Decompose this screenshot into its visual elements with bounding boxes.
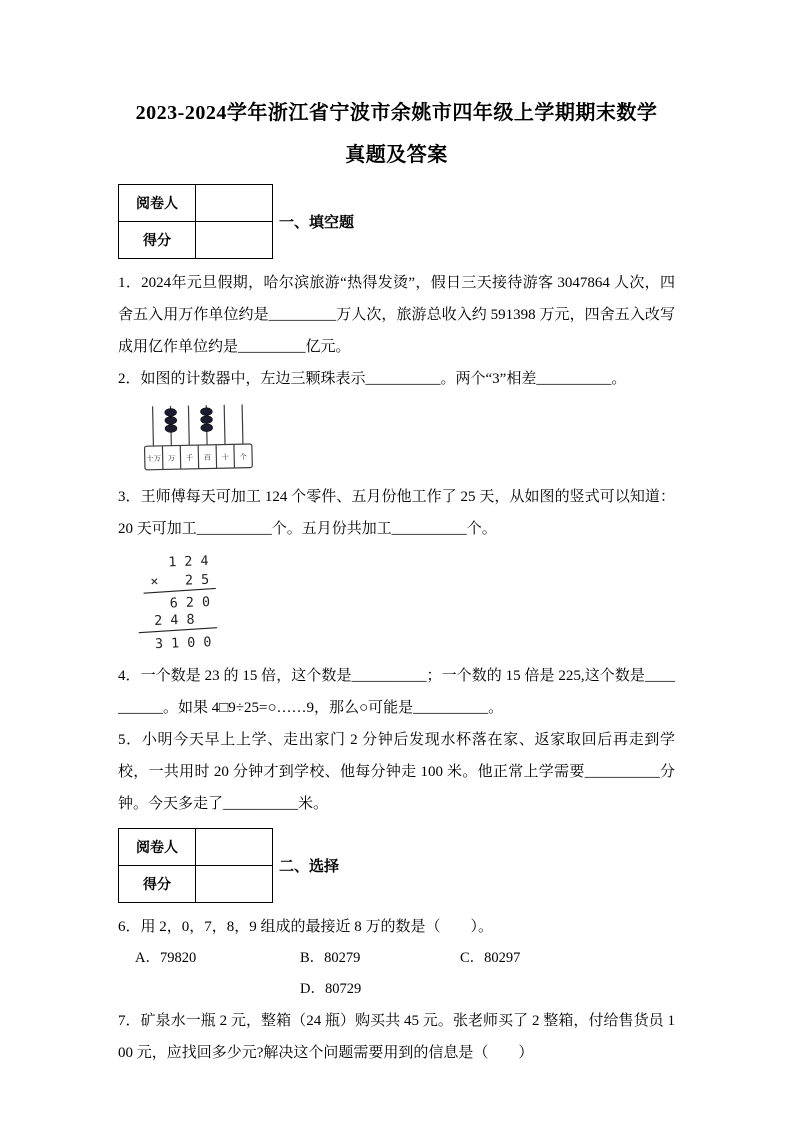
question-7: 7．矿泉水一瓶 2 元，整箱（24 瓶）购买共 45 元。张老师买了 2 整箱，付给售货员 100 元，应找回多少元?解决这个问题需要用到的信息是（ ） bbox=[118, 1013, 675, 1061]
option-b: B．80279 bbox=[300, 950, 361, 966]
score-label: 得分 bbox=[119, 222, 196, 259]
counter-label-1: 万 bbox=[167, 453, 176, 463]
question-1: 1．2024年元旦假期，哈尔滨旅游“热得发烫”，假日三天接待游客 3047864 人次，四舍五入用万作单位约是_________万人次，旅游总收入约 591398 万元，四舍五入改写成用亿作单位约是_________亿元。 bbox=[118, 275, 675, 355]
counter-label-0: 十万 bbox=[146, 453, 162, 464]
score-blank-cell bbox=[196, 222, 273, 259]
score-block-1 bbox=[118, 184, 675, 259]
title-line-1: 2023-2024学年浙江省宁波市余姚市四年级上学期期末数学 bbox=[135, 102, 658, 124]
q6-options-row-2 bbox=[118, 974, 675, 1005]
section-heading-fill-in: 一、填空题 bbox=[279, 215, 355, 231]
title-line-2: 真题及答案 bbox=[345, 144, 448, 166]
mult-factor-bottom: 2 5 bbox=[184, 572, 210, 589]
score-table-2 bbox=[118, 828, 273, 903]
multiplication-figure bbox=[126, 550, 675, 657]
question-2: 2．如图的计数器中，左边三颗珠表示__________。两个“3”相差__________。 bbox=[118, 371, 627, 387]
counter-image bbox=[142, 400, 254, 473]
mult-times-sign: × bbox=[150, 574, 159, 590]
q6-options-row-1 bbox=[118, 943, 675, 974]
counter-label-5: 个 bbox=[239, 452, 247, 462]
reviewer-label: 阅卷人 bbox=[119, 185, 196, 222]
reviewer-blank-cell-2 bbox=[196, 829, 273, 866]
option-a: A．79820 bbox=[135, 950, 197, 966]
counter-label-2: 千 bbox=[185, 453, 194, 463]
counter-column-labels bbox=[146, 452, 247, 463]
section-heading-choice: 二、选择 bbox=[279, 859, 340, 875]
mult-product: 3 1 0 0 bbox=[154, 635, 212, 652]
score-blank-cell-2 bbox=[196, 866, 273, 903]
mult-partial-1: 6 2 0 bbox=[169, 595, 211, 612]
counter-label-3: 百 bbox=[203, 452, 212, 463]
counter-figure bbox=[142, 400, 675, 478]
reviewer-label-2: 阅卷人 bbox=[119, 829, 196, 866]
score-table-1 bbox=[118, 184, 273, 259]
page-title bbox=[118, 92, 675, 176]
question-3: 3．王师傅每天可加工 124 个零件、五月份他工作了 25 天，从如图的竖式可以知道：20 天可加工__________个。五月份共加工__________个。 bbox=[118, 489, 675, 537]
question-5: 5．小明今天早上上学、走出家门 2 分钟后发现水杯落在家、返家取回后再走到学校，一共用时 20 分钟才到学校、他每分钟走 100 米。他正常上学需要__________分钟。今天多走了__________米。 bbox=[118, 732, 675, 812]
multiplication-image bbox=[126, 550, 226, 652]
reviewer-blank-cell bbox=[196, 185, 273, 222]
question-4: 4．一个数是 23 的 15 倍，这个数是__________；一个数的 15 倍是 225,这个数是__________。如果 4□9÷25=○……9，那么○可能是__________。 bbox=[118, 668, 675, 716]
mult-partial-2: 2 4 8 bbox=[154, 612, 195, 629]
counter-label-4: 十 bbox=[221, 452, 230, 462]
question-6: 6．用 2，0，7，8，9 组成的最接近 8 万的数是（ ）。 bbox=[118, 919, 494, 935]
option-c: C．80297 bbox=[460, 950, 521, 966]
mult-factor-top: 1 2 4 bbox=[168, 554, 209, 571]
score-block-2 bbox=[118, 828, 675, 903]
option-d: D．80729 bbox=[300, 981, 362, 997]
score-label-2: 得分 bbox=[119, 866, 196, 903]
